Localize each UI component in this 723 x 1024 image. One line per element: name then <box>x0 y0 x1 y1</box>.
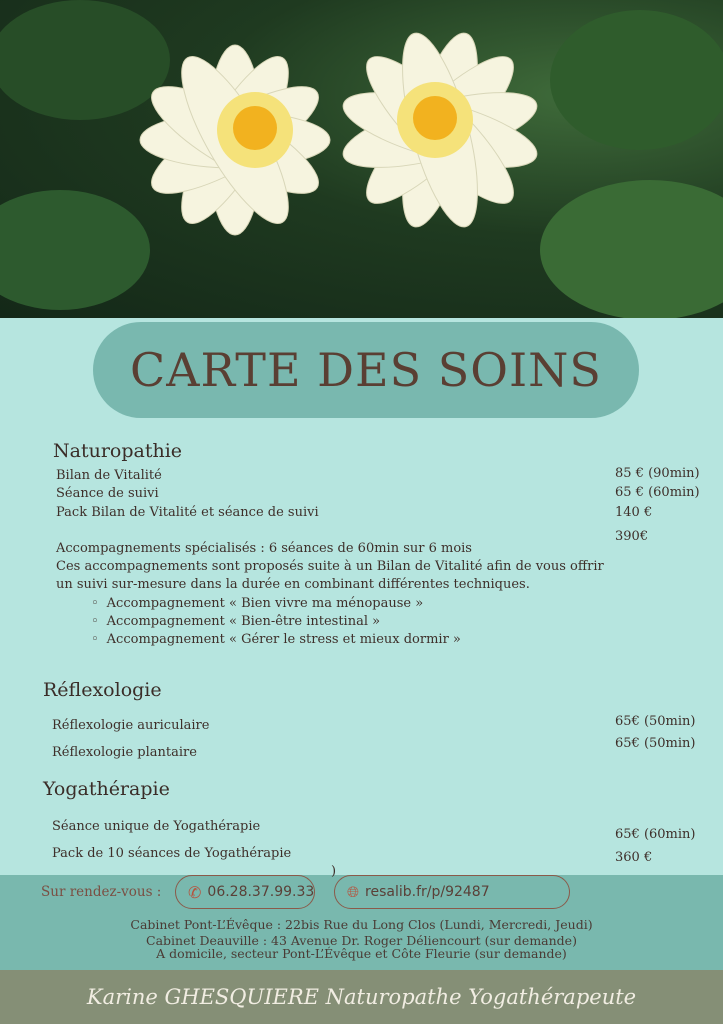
service-label: Pack de 10 séances de Yogathérapie <box>52 846 292 861</box>
accompaniment-bullet: ◦ Accompagnement « Bien-être intestinal » <box>91 614 380 629</box>
appointment-label: Sur rendez-vous : <box>41 884 162 900</box>
section-heading-reflexologie: Réflexologie <box>43 679 162 701</box>
stray-mark: ) <box>331 864 337 879</box>
phone-number: 06.28.37.99.33 <box>207 884 315 900</box>
service-price: 65 € (60min) <box>615 485 700 500</box>
accompaniment-description: un suivi sur-mesure dans la durée en combinant différentes techniques. <box>56 577 530 592</box>
service-label: Pack Bilan de Vitalité et séance de suivi <box>56 505 319 520</box>
address-line: A domicile, secteur Pont-L’Évêque et Côte Fleurie (sur demande) <box>156 946 567 961</box>
website-link: resalib.fr/p/92487 <box>365 884 490 900</box>
section-heading-yogatherapie: Yogathérapie <box>43 778 170 800</box>
water-lily-photo <box>0 0 723 318</box>
page-title: CARTE DES SOINS <box>130 343 602 397</box>
accompaniment-description: Ces accompagnements sont proposés suite à un Bilan de Vitalité afin de vous offrir <box>56 559 604 574</box>
section-heading-naturopathie: Naturopathie <box>53 440 183 462</box>
service-price: 140 € <box>615 505 653 520</box>
accompaniment-bullet: ◦ Accompagnement « Gérer le stress et mieux dormir » <box>91 632 461 647</box>
signature-banner <box>0 970 723 1024</box>
service-label: Réflexologie plantaire <box>52 745 197 760</box>
service-price: 65€ (50min) <box>615 714 696 729</box>
accompaniment-title: Accompagnements spécialisés : 6 séances de 60min sur 6 mois <box>56 541 472 556</box>
globe-icon: 🌐︎ <box>347 883 360 901</box>
accompaniment-bullet: ◦ Accompagnement « Bien vivre ma ménopause » <box>91 596 423 611</box>
service-price: 65€ (60min) <box>615 827 696 842</box>
service-label: Réflexologie auriculaire <box>52 718 210 733</box>
service-label: Séance de suivi <box>56 486 159 501</box>
service-price: 360 € <box>615 850 653 865</box>
service-label: Séance unique de Yogathérapie <box>52 819 261 834</box>
website-button[interactable] <box>334 875 570 909</box>
signature: Karine GHESQUIERE Naturopathe Yogathérapeute <box>86 985 637 1009</box>
phone-icon: ✆ <box>188 882 202 902</box>
service-price: 85 € (90min) <box>615 466 700 481</box>
phone-button[interactable] <box>175 875 315 909</box>
address-line: Cabinet Pont-L’Évêque : 22bis Rue du Long Clos (Lundi, Mercredi, Jeudi) <box>130 917 593 932</box>
service-label: Bilan de Vitalité <box>56 468 162 483</box>
title-banner <box>93 322 639 418</box>
address-line: Cabinet Deauville : 43 Avenue Dr. Roger Déliencourt (sur demande) <box>146 933 577 948</box>
service-price: 65€ (50min) <box>615 736 696 751</box>
accompaniment-price: 390€ <box>615 529 649 544</box>
